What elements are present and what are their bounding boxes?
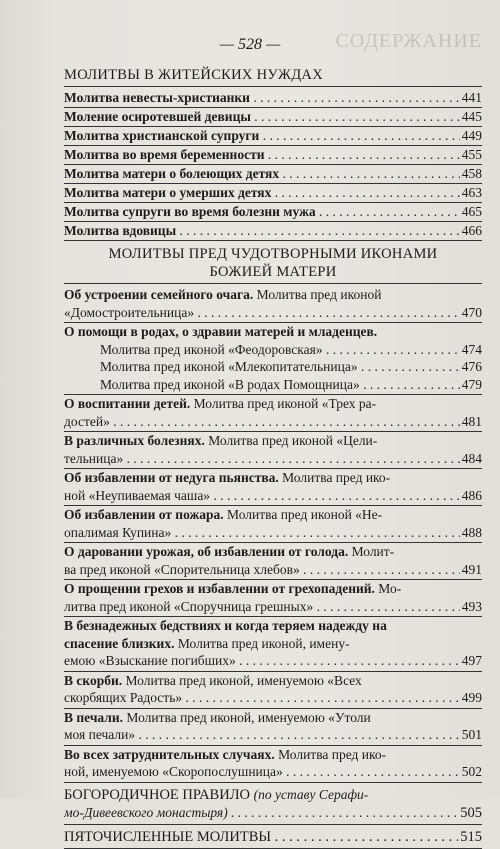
toc-item-title: Молитва матери о умерших детях . . . (64, 184, 460, 202)
toc-item-title: Молитва христианской супруги . . . (64, 127, 460, 145)
toc-item-title: Молитва супруги во время болезни мужа . . . (64, 203, 460, 221)
section-title: МОЛИТВЫ В ЖИТЕЙСКИХ НУЖДАХ (64, 66, 482, 87)
toc-item[interactable] (64, 127, 482, 146)
page-ref: 470 (461, 304, 482, 320)
toc-entry[interactable]: Об устроении семейного очага. Молитва пред иконой «Домостроительница» . . . 470 (64, 286, 482, 323)
section-items (64, 89, 482, 241)
toc-entry[interactable]: О воспитании детей. Молитва пред иконой «Трех ра- достей» . . . 481 (64, 395, 482, 432)
toc-section-entry[interactable]: БОГОРОДИЧНОЕ ПРАВИЛО (по уставу Серафи- мо-Дивеевского монастыря) . . . 505 (64, 786, 482, 825)
toc-item-title: Моление осиротевшей девицы . . . (64, 108, 460, 126)
section-title: БОГОРОДИЧНОЕ ПРАВИЛО (64, 786, 250, 803)
toc-item-title: Молитва вдовицы . . . (64, 222, 460, 240)
toc-item-title: Молитва невесты-христианки . . . (64, 89, 460, 107)
page-ref: 441 (461, 90, 482, 105)
table-of-contents (64, 66, 482, 849)
toc-entry[interactable]: В скорби. Молитва пред иконой, именуемою «Всех скорбящих Радость» . . . 499 (64, 672, 482, 709)
page-ref: 445 (461, 109, 482, 124)
page-ref: 515 (460, 828, 482, 845)
page-ref: 486 (461, 487, 482, 503)
toc-item[interactable] (64, 222, 482, 241)
toc-item[interactable] (64, 108, 482, 127)
toc-entry[interactable]: О помощи в родах, о здравии матерей и младенцев. Молитва пред иконой «Феодоровская» . . . 474 Молитва пред иконой «Млекопитательница» . . . 476 Молитва пред иконой «В родах Помощница» . . . 479 (64, 323, 482, 395)
toc-section-entry[interactable] (64, 828, 482, 849)
page-number: — 528 — (219, 36, 281, 53)
page-ref: 484 (461, 450, 482, 466)
page-ref: 505 (460, 804, 482, 821)
page-ref: 479 (461, 376, 482, 392)
bleed-through-text: СОДЕРЖАНИЕ (335, 30, 482, 52)
toc-entry[interactable]: Во всех затруднительных случаях. Молитва пред ико- ной, именуемою «Скоропослушница» . . . 502 (64, 746, 482, 783)
toc-entry[interactable]: В безнадежных бедствиях и когда теряем надежду на спасение близких. Молитва пред иконой, имену- емою «Взыскание погибших» . . . 497 (64, 617, 482, 672)
toc-item[interactable] (64, 184, 482, 203)
page-ref: 501 (461, 727, 482, 742)
toc-item-title: Молитва матери о болеющих детях . . . (64, 165, 460, 183)
toc-item[interactable] (64, 203, 482, 222)
page-ref: 481 (461, 413, 482, 429)
toc-item[interactable] (64, 146, 482, 165)
toc-entry[interactable]: В различных болезнях. Молитва пред иконой «Цели- тельница» . . . 484 (64, 432, 482, 469)
page-ref: 455 (461, 147, 482, 162)
page-ref: 449 (461, 128, 482, 143)
page-ref: 476 (461, 359, 482, 374)
toc-entry[interactable]: Об избавлении от недуга пьянства. Молитва пред ико- ной «Неупиваемая чаша» . . . 486 (64, 469, 482, 506)
section-title: ПЯТОЧИСЛЕННЫЕ МОЛИТВЫ . . . (64, 828, 458, 846)
page-ref: 499 (461, 690, 482, 705)
toc-item[interactable] (64, 89, 482, 108)
toc-entry[interactable]: О прощении грехов и избавлении от грехопадений. Мо- литва пред иконой «Споручница грешных» . . . 493 (64, 580, 482, 617)
toc-entry[interactable]: О даровании урожая, об избавлении от голода. Молит- ва пред иконой «Спорительница хлебов» . . . 491 (64, 543, 482, 580)
page-ref: 466 (461, 223, 482, 238)
toc-item-title: Молитва во время беременности . . . (64, 146, 460, 164)
page-ref: 463 (461, 185, 482, 200)
toc-item[interactable] (64, 165, 482, 184)
section-title: МОЛИТВЫ ПРЕД ЧУДОТВОРНЫМИ ИКОНАМИ БОЖИЕЙ МАТЕРИ (64, 245, 482, 284)
page-ref: 465 (461, 204, 482, 219)
page-ref: 502 (461, 764, 482, 779)
page-ref: 488 (461, 524, 482, 540)
page-ref: 491 (461, 561, 482, 577)
page-ref: 458 (461, 166, 482, 181)
page-ref: 474 (461, 341, 482, 357)
toc-entry[interactable]: Об избавлении от пожара. Молитва пред иконой «Не- опалимая Купина» . . . 488 (64, 506, 482, 543)
toc-entry[interactable]: В печали. Молитва пред иконой, именуемою «Утоли моя печали» . . . 501 (64, 709, 482, 746)
page-ref: 497 (461, 653, 482, 668)
page-ref: 493 (461, 598, 482, 614)
